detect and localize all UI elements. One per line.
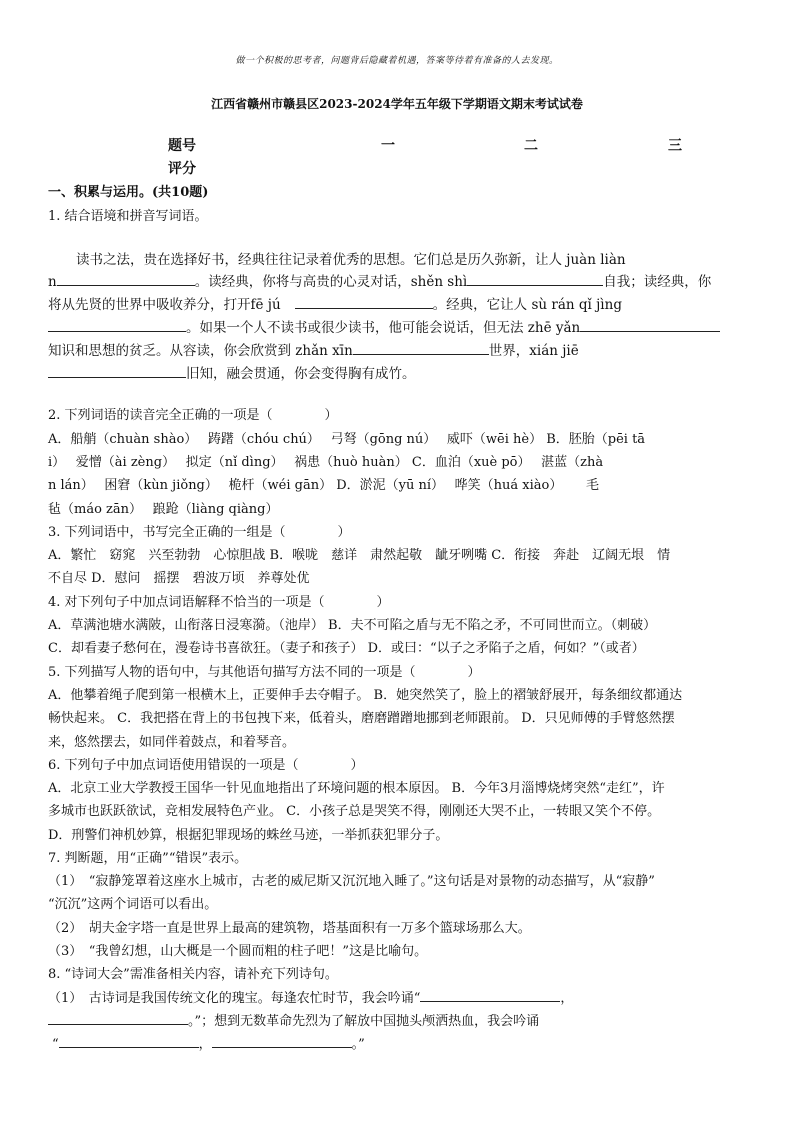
option-line: A．北京工业大学教授王国华一针见血地指出了环境问题的根本原因。 B．今年3月淄博烧烤突然“走红”，许 — [48, 781, 665, 796]
poem-line: （1） 古诗词是我国传统文化的瑰宝。每逢农忙时节，我会吟诵“ ， — [48, 987, 573, 1006]
answer-blank[interactable] — [353, 341, 489, 355]
passage-line: 读书之法，贵在选择好书，经典往往记录着优秀的思想。它们总是历久弥新，让人 juàn liàn — [76, 252, 626, 268]
passage-line: 旧知，融会贯通，你会变得胸有成竹。 — [48, 362, 416, 382]
answer-blank[interactable] — [48, 1011, 188, 1025]
question-stem: 8. “诗词大会”需准备相关内容，请补充下列诗句。 — [48, 967, 338, 982]
answer-blank[interactable] — [295, 295, 433, 309]
answer-blank[interactable] — [580, 318, 720, 332]
option-line: 畅快起来。 C．我把搭在背上的书包拽下来，低着头，磨磨蹭蹭地挪到老师跟前。 D．只见师傅的手臂悠然摆 — [48, 711, 675, 726]
option-line: A．船艄（chuàn shào） 踌躇（chóu chú） 弓弩（gōng nú） 威吓（wēi hè） B．胚胎（pēi tā — [48, 432, 646, 447]
passage-line: 。如果一个人不读书或很少读书，他可能会说话，但无法 zhē yǎn — [48, 316, 720, 336]
poem-line: “ ， 。” — [52, 1033, 365, 1052]
answer-blank[interactable] — [48, 364, 186, 378]
score-table-row-label: 评分 — [168, 161, 196, 177]
poem-line: 。”；想到无数革命先烈为了解放中国抛头颅洒热血，我会吟诵 — [48, 1010, 539, 1029]
option-line: A．草满池塘水满陂，山衔落日浸寒漪。（池岸） B．夫不可陷之盾与无不陷之矛，不可同世而立。（刺破） — [48, 618, 657, 633]
question-stem: 5. 下列描写人物的语句中，与其他语句描写方法不同的一项是（ ） — [48, 665, 481, 680]
option-line: 来，悠然摆去，如同伴着鼓点，和着琴音。 — [48, 735, 296, 750]
answer-blank[interactable] — [57, 272, 195, 286]
option-line: i） 爱憎（ài zèng） 拟定（nǐ dìng） 祸患（huò huàn） C．血泊（xuè pō） 湛蓝（zhà — [48, 455, 604, 470]
question-stem: 2. 下列词语的读音完全正确的一项是（ ） — [48, 408, 338, 423]
passage-line: 将从先贤的世界中吸收养分，打开fē jú 。经典，它让人 sù rán qǐ jìng — [48, 297, 622, 313]
score-table-col-3: 三 — [668, 138, 682, 154]
answer-blank[interactable] — [212, 1034, 352, 1048]
passage-line: 知识和思想的贫乏。从容读，你会欣赏到 zhǎn xīn 世界，xián jiē — [48, 343, 579, 359]
option-line: 多城市也跃跃欲试，竞相发展特色产业。 C．小孩子总是哭笑不得，刚刚还大哭不止，一转眼又笑个不停。 — [48, 804, 661, 819]
question-stem: 6. 下列句子中加点词语使用错误的一项是（ ） — [48, 758, 364, 773]
question-stem: 7. 判断题，用“正确”“错误”表示。 — [48, 851, 248, 866]
score-table-col-2: 二 — [524, 138, 538, 154]
judgement-item: “沉沉”这两个词语可以看出。 — [48, 897, 218, 912]
section-heading: 一、积累与运用。(共10题) — [48, 185, 209, 200]
option-line: D．刑警们神机妙算，根据犯罪现场的蛛丝马迹，一举抓获犯罪分子。 — [48, 828, 449, 843]
answer-blank[interactable] — [420, 988, 560, 1002]
question-stem: 3. 下列词语中，书写完全正确的一组是（ ） — [48, 525, 351, 540]
motto: 做一个积极的思考者，问题背后隐藏着机遇，答案等待着有准备的人去发现。 — [235, 56, 559, 66]
option-line: A．繁忙 窈窕 兴至勃勃 心惊胆战 B．喉咙 慈详 肃然起敬 龇牙咧嘴 C．衔接 奔赴 辽阔无垠 情 — [48, 548, 671, 563]
score-table-header-label: 题号 — [168, 138, 196, 154]
answer-blank[interactable] — [48, 318, 186, 332]
option-line: 毡（máo zān） 踉跄（liàng qiàng） — [48, 502, 279, 517]
judgement-item: （3） “我曾幻想，山大概是一个圆而粗的柱子吧！”这是比喻句。 — [48, 944, 428, 959]
option-line: 不自尽 D．慰问 摇摆 碧波万顷 养尊处优 — [48, 571, 310, 586]
answer-blank[interactable] — [467, 272, 603, 286]
option-line: n lán） 困窘（kùn jiǒng） 桅杆（wéi gān） D．淤泥（yū ní） 哗笑（huá xiào） 毛 — [48, 478, 599, 493]
question-stem: 4. 对下列句子中加点词语解释不恰当的一项是（ ） — [48, 595, 390, 610]
passage-line: n 。读经典，你将与高贵的心灵对话，shěn shì 自我；读经典，你 — [48, 274, 712, 290]
question-stem: 1. 结合语境和拼音写词语。 — [48, 209, 208, 224]
option-line: A．他攀着绳子爬到第一根横木上，正要伸手去夺帽子。 B．她突然笑了，脸上的褶皱舒展开，每条细纹都通达 — [48, 688, 683, 703]
answer-blank[interactable] — [59, 1034, 199, 1048]
exam-title: 江西省赣州市赣县区2023-2024学年五年级下学期语文期末考试试卷 — [211, 97, 583, 111]
option-line: C．却看妻子愁何在，漫卷诗书喜欲狂。（妻子和孩子） D．或曰：“以子之矛陷子之盾，何如？”（或者） — [48, 641, 645, 656]
judgement-item: （1） “寂静笼罩着这座水上城市，古老的威尼斯又沉沉地入睡了。”这句话是对景物的动态描写，从“寂静” — [48, 874, 655, 889]
score-table-col-1: 一 — [381, 138, 395, 154]
judgement-item: （2） 胡夫金字塔一直是世界上最高的建筑物，塔基面积有一万多个篮球场那么大。 — [48, 921, 531, 936]
